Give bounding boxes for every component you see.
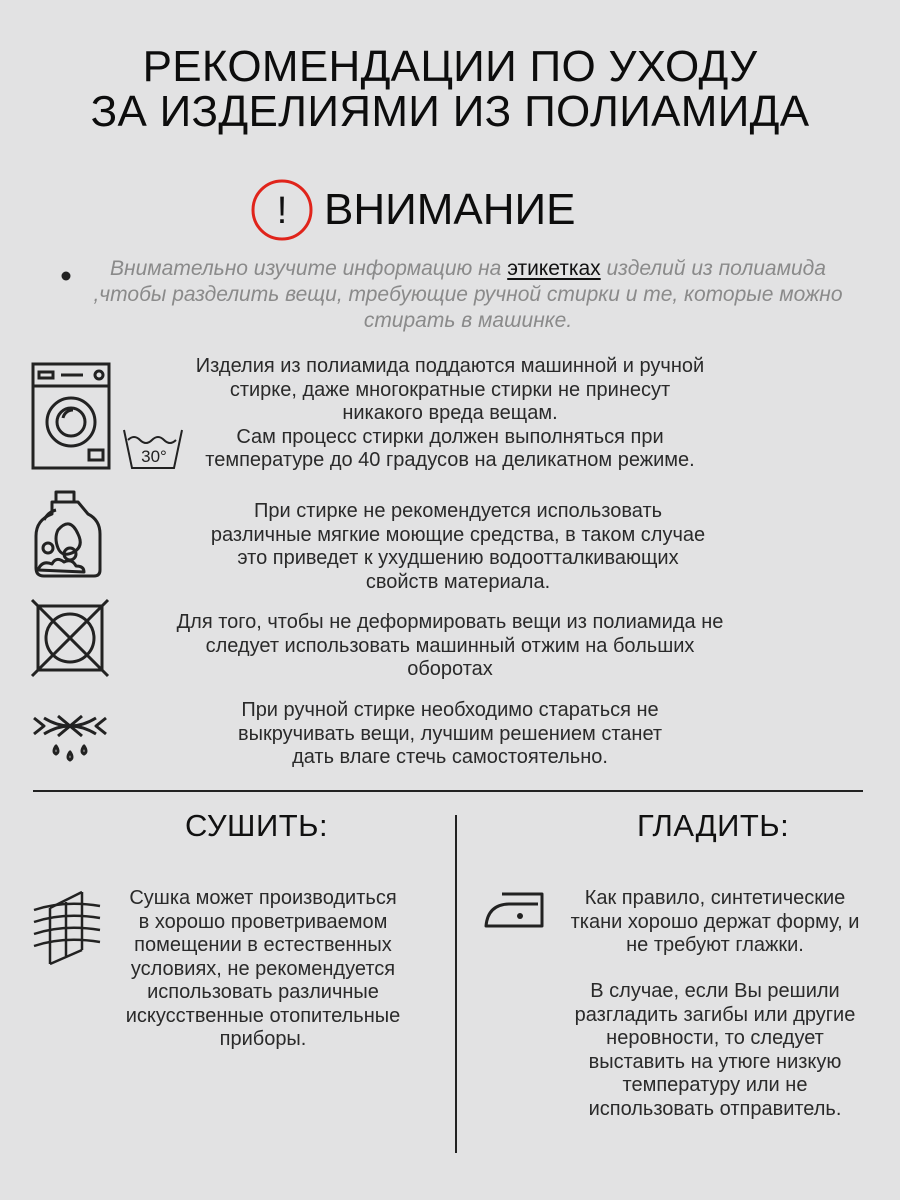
ironing-p2-line-2: разгладить загибы или другие bbox=[574, 1003, 856, 1026]
wring-line-2: выкручивать вещи, лучшим решением станет bbox=[237, 722, 663, 745]
washing-machine-icon bbox=[31, 362, 111, 470]
ironing-paragraph-1 bbox=[540, 887, 890, 958]
wring-line-1: При ручной стирке необходимо стараться не bbox=[241, 699, 659, 721]
bullet-icon bbox=[60, 270, 72, 282]
spin-line-2: следует использовать машинный отжим на больших bbox=[205, 634, 695, 657]
drying-line-5: использовать различные bbox=[147, 981, 379, 1003]
drying-line-1: Сушка может производиться bbox=[129, 887, 397, 909]
no-wring-icon bbox=[30, 712, 110, 764]
detergent-line-1: При стирке не рекомендуется использовать bbox=[253, 500, 663, 522]
washing-line-5: температуре до 40 градусов на деликатном режиме. bbox=[205, 449, 695, 471]
drying-line-3: помещении в естественных bbox=[134, 934, 392, 956]
ironing-p1-line-3: не требуют глажки. bbox=[626, 934, 804, 956]
drying-heading: СУШИТЬ: bbox=[185, 808, 329, 843]
drying-line-4: условиях, не рекомендуется bbox=[130, 957, 396, 980]
intro-text-before: Внимательно изучите информацию на bbox=[110, 257, 508, 280]
air-dry-icon bbox=[30, 888, 104, 966]
svg-text:!: ! bbox=[276, 190, 288, 232]
no-tumble-icon bbox=[30, 598, 110, 678]
washing-paragraph bbox=[150, 355, 750, 473]
ironing-p2-line-5: температуру или не bbox=[622, 1074, 808, 1096]
ironing-p1-line-2: ткани хорошо держат форму, и bbox=[570, 910, 860, 933]
intro-paragraph bbox=[78, 256, 858, 334]
intro-text-after: изделий из полиамида ,чтобы разделить вещи, требующие ручной стирки и те, которые можно стирать в машинке. bbox=[93, 257, 843, 332]
drying-line-6: искусственные отопительные bbox=[125, 1004, 401, 1027]
ironing-p2-line-1: В случае, если Вы решили bbox=[590, 980, 840, 1002]
ironing-p1-line-1: Как правило, синтетические bbox=[584, 887, 846, 909]
wring-line-3: дать влаге стечь самостоятельно. bbox=[292, 746, 608, 768]
detergent-line-4: свойств материала. bbox=[365, 570, 551, 593]
spin-line-1: Для того, чтобы не деформировать вещи из полиамида не bbox=[176, 611, 724, 633]
page-title-line-2: ЗА ИЗДЕЛИЯМИ ИЗ ПОЛИАМИДА bbox=[90, 87, 810, 136]
detergent-line-3: это приведет к ухудшению водоотталкивающих bbox=[237, 547, 679, 569]
svg-text:30°: 30° bbox=[141, 447, 167, 466]
attention-label: ВНИМАНИЕ bbox=[324, 185, 576, 234]
ironing-paragraph-2 bbox=[540, 980, 890, 1121]
washing-line-4: Сам процесс стирки должен выполняться при bbox=[236, 425, 664, 448]
washing-line-3: никакого вреда вещам. bbox=[342, 402, 558, 424]
ironing-p2-line-3: неровности, то следует bbox=[606, 1027, 824, 1049]
drying-paragraph bbox=[108, 887, 418, 1052]
attention-heading bbox=[250, 178, 576, 242]
warning-icon bbox=[250, 178, 314, 242]
spin-paragraph bbox=[110, 611, 790, 682]
ironing-p2-line-6: использовать отправитель. bbox=[588, 1097, 842, 1120]
detergent-line-2: различные мягкие моющие средства, в таком случае bbox=[210, 523, 706, 546]
detergent-bottle-icon bbox=[30, 490, 106, 578]
washing-line-2: стирке, даже многократные стирки не принесут bbox=[229, 378, 671, 401]
page-title bbox=[0, 44, 900, 134]
drying-line-2: в хорошо проветриваемом bbox=[138, 910, 388, 933]
ironing-p2-line-4: выставить на утюге низкую bbox=[588, 1050, 842, 1073]
washing-line-1: Изделия из полиамида поддаются машинной и ручной bbox=[195, 355, 705, 377]
page-title-line-1: РЕКОМЕНДАЦИИ ПО УХОДУ bbox=[142, 42, 758, 91]
vertical-divider bbox=[455, 815, 457, 1153]
ironing-heading: ГЛАДИТЬ: bbox=[637, 808, 790, 843]
spin-line-3: оборотах bbox=[407, 658, 493, 680]
intro-highlight: этикетках bbox=[507, 257, 601, 280]
drying-line-7: приборы. bbox=[219, 1028, 307, 1050]
horizontal-divider bbox=[33, 790, 863, 792]
wring-paragraph bbox=[150, 699, 750, 770]
detergent-paragraph bbox=[150, 500, 766, 594]
